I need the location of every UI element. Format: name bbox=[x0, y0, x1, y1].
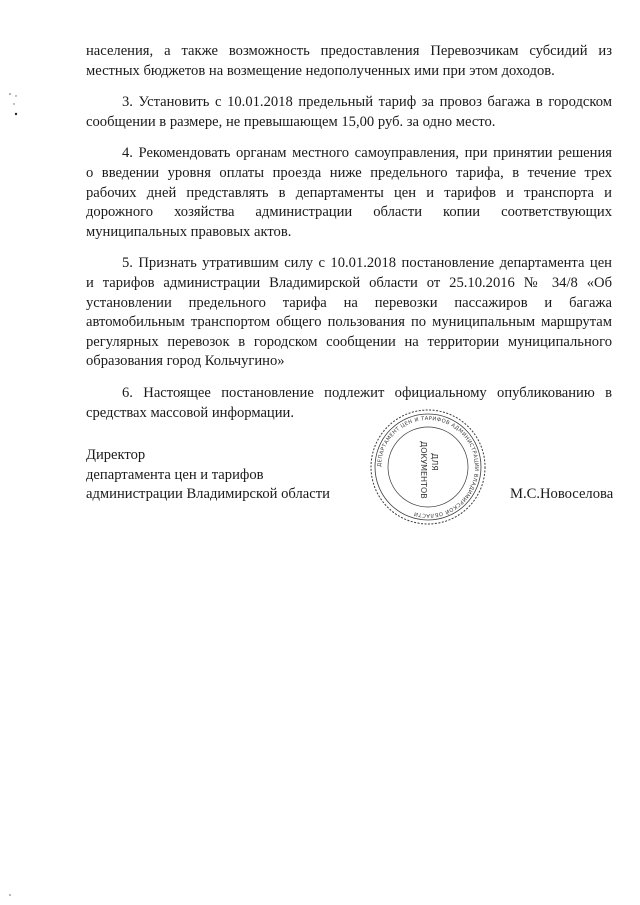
text-line: сообщении в размере, не превышающем 15,00 руб. за одно место. bbox=[86, 113, 496, 130]
text-line: рабочих дней представлять в департаменты цен и тарифов и транспорта и bbox=[86, 184, 612, 201]
paragraph-p6 bbox=[86, 384, 612, 423]
text-line: местных бюджетов на возмещение недополученных ими при этом доходов. bbox=[86, 62, 555, 79]
margin-marks bbox=[6, 90, 20, 130]
signature-title bbox=[86, 446, 386, 505]
text-line: дорожного хозяйства администрации области копии соответствующих bbox=[86, 204, 612, 221]
stamp-inner-text-1: ДЛЯ bbox=[430, 453, 439, 471]
text-line: регулярных перевозок в городском сообщении на территории муниципального bbox=[86, 333, 612, 350]
corner-mark bbox=[8, 884, 12, 888]
text-line: населения, а также возможность предоставления Перевозчикам субсидий из bbox=[86, 43, 612, 59]
signature-title-line: администрации Владимирской области bbox=[86, 486, 330, 502]
text-line: 3. Установить с 10.01.2018 предельный тариф за провоз багажа в городском bbox=[122, 94, 612, 111]
signature-title-line: департамента цен и тарифов bbox=[86, 466, 264, 483]
text-line: о введении уровня оплаты проезда ниже предельного тарифа, в течение трех bbox=[86, 164, 612, 181]
text-line: 4. Рекомендовать органам местного самоуправления, при принятии решения bbox=[122, 145, 612, 162]
text-line: автомобильным транспортом общего пользования по муниципальным маршрутам bbox=[86, 314, 612, 331]
text-line: установлении предельного тарифа на перевозки пассажиров и багажа bbox=[86, 294, 612, 311]
paragraph-p2-cont bbox=[86, 42, 612, 81]
text-line: 6. Настоящее постановление подлежит официальному опубликованию в bbox=[122, 384, 612, 401]
paragraph-p4 bbox=[86, 144, 612, 242]
text-line: и тарифов администрации Владимирской области от 25.10.2016 № 34/8 «Об bbox=[86, 274, 612, 291]
document-body bbox=[86, 42, 612, 435]
signer-name: М.С.Новоселова bbox=[510, 486, 614, 502]
text-line: 5. Признать утратившим силу с 10.01.2018 постановление департамента цен bbox=[122, 255, 612, 272]
official-stamp bbox=[368, 407, 488, 527]
text-line: образования город Кольчугино» bbox=[86, 353, 285, 370]
signature-title-line: Директор bbox=[86, 447, 146, 463]
paragraph-p3 bbox=[86, 93, 612, 132]
text-line: средствах массовой информации. bbox=[86, 404, 295, 421]
paragraph-p5 bbox=[86, 254, 612, 372]
stamp-ring-text: ДЕПАРТАМЕНТ ЦЕН И ТАРИФОВ АДМИНИСТРАЦИИ ВЛАДИМИРСКОЙ ОБЛАСТИ bbox=[376, 415, 480, 519]
stamp-inner-text-2: ДОКУМЕНТОВ bbox=[419, 441, 428, 499]
text-line: муниципальных правовых актов. bbox=[86, 223, 292, 240]
